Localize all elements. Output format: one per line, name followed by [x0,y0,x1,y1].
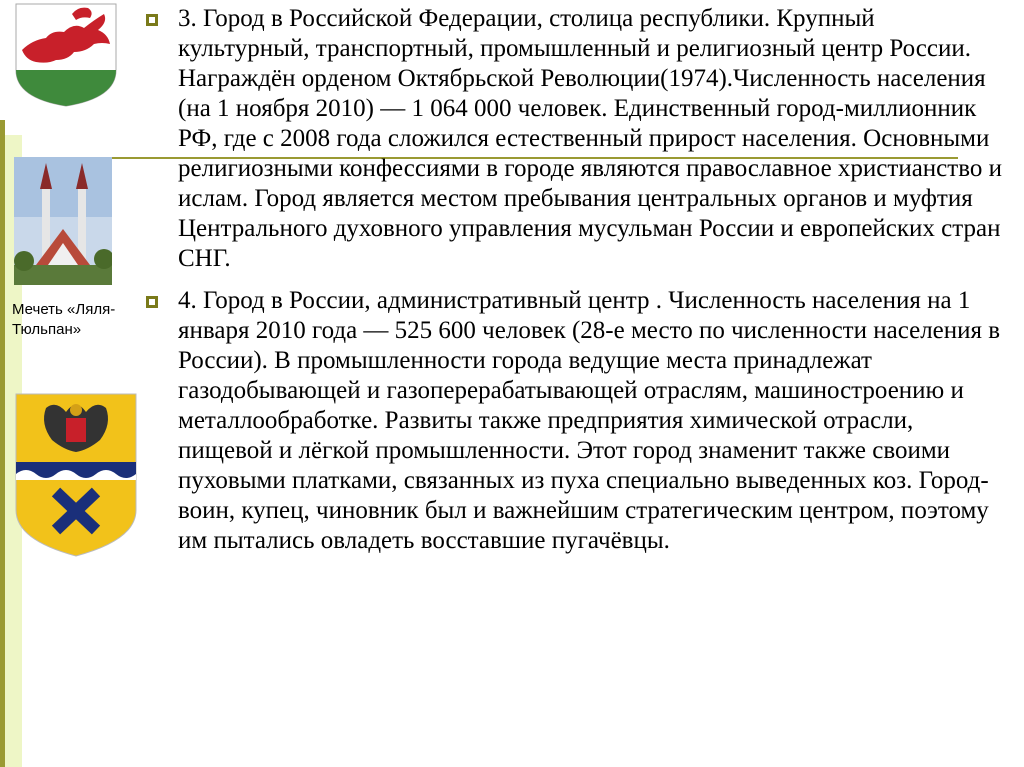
list-item [146,4,1012,274]
paragraph-text: 3. Город в Российской Федерации, столица республики. Крупный культурный, транспортный, промышленный и религиозный центр России. Награждён орденом Октябрьской Революции(1974).Численность населения (на 1 ноября 2010) — 1 064 000 человек. Единственный город-миллионник РФ, где с 2008 года сложился естественный прирост населения. Основными религиозными конфессиями в городе являются православное христианство и ислам. Город является местом пребывания центральных органов и муфтия Центрального духовного управления мусульман России и европейских стран СНГ. [178,5,1002,272]
square-bullet-icon [146,4,178,26]
list-item [146,286,1012,556]
orenburg-coat-of-arms-icon [12,390,140,560]
mosque-photo-icon [14,157,112,285]
main-content [146,4,1012,568]
square-bullet-icon [146,286,178,308]
mosque-caption: Мечеть «Ляля-Тюльпан» [12,301,116,338]
paragraph-text: 4. Город в России, административный центр . Численность населения на 1 января 2010 года — 525 600 человек (28-е место по численности населения в России). В промышленности города ведущие места принадлежат газодобывающей и газоперерабатывающей отраслям, машиностроению и металлообработке. Развиты также предприятия химической отрасли, пищевой и лёгкой промышленности. Этот город знаменит также своими пуховыми платками, связанных из пуха специально выведенных коз. Город-воин, купец, чиновник был и важнейшим стратегическим центром, поэтому им пытались овладеть восставшие пугачёвцы. [178,287,1001,554]
olive-accent-bar [0,120,5,767]
ufa-coat-of-arms-icon [12,0,120,108]
